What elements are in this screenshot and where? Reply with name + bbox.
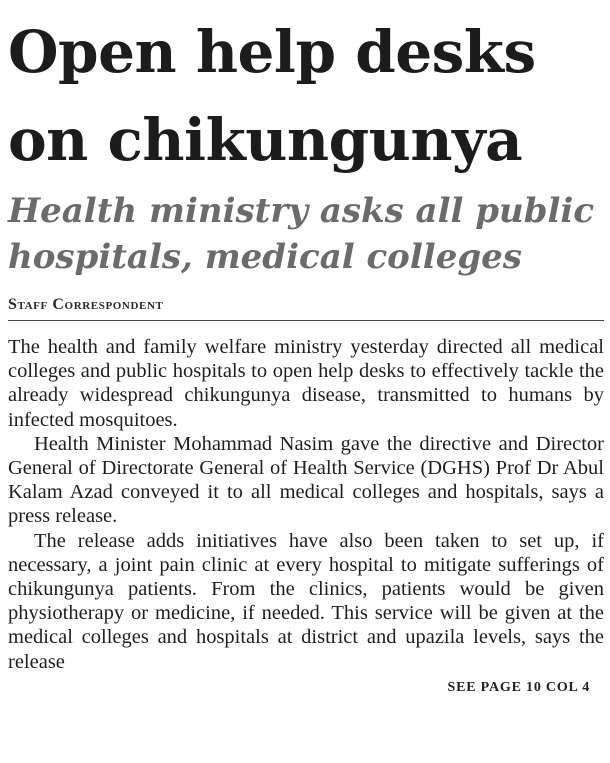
subheadline — [8, 188, 604, 280]
continued-on-page-note: SEE PAGE 10 COL 4 — [447, 679, 590, 695]
body-paragraph-2: Health Minister Mohammad Nasim gave the directive and Director General of Directorate General of Health Service (DGHS) Prof Dr Abul Kalam Azad conveyed it to all medical colleges and hospitals, says a press release. — [8, 432, 604, 528]
subheadline-line-1: Health ministry asks all public — [8, 191, 595, 231]
body-paragraph-3: The release adds initiatives have also been taken to set up, if necessary, a joint pain clinic at every hospital to mitigate sufferings of chikungunya patients. From the clinics, patients would be given physiotherapy or medicine, if needed. This service will be given at the medical colleges and hospitals at district and upazila levels, says the release — [8, 529, 604, 673]
headline-line-1: Open help desks — [8, 18, 536, 86]
headline — [8, 0, 604, 184]
headline-line-2: on chikungunya — [8, 106, 523, 174]
body-paragraph-1: The health and family welfare ministry yesterday directed all medical colleges and public hospitals to open help desks to effectively tackle the already widespread chikungunya disease, transmitted to humans by infected mosquitoes. — [8, 336, 604, 431]
subheadline-line-2: hospitals, medical colleges — [8, 237, 522, 277]
article-body — [8, 335, 604, 674]
byline: Staff Correspondent — [8, 296, 604, 321]
